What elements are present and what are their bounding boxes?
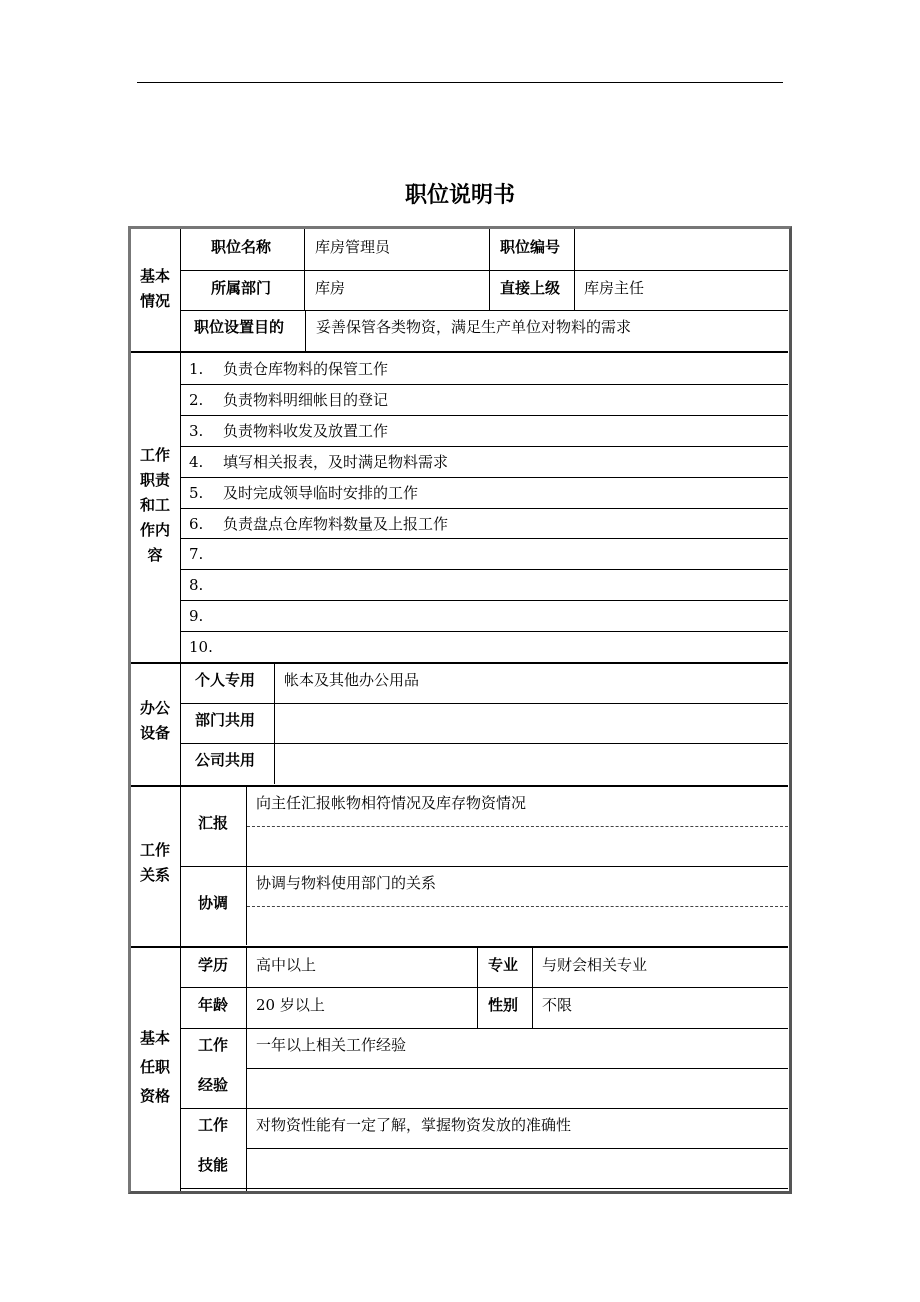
duty-text: 负责盘点仓库物料数量及上报工作 bbox=[223, 515, 449, 533]
grid-line bbox=[247, 1068, 788, 1069]
section-label-relations: 工作 关系 bbox=[139, 841, 170, 884]
section-label-basic-info: 基本 情况 bbox=[139, 267, 170, 310]
department-label: 所属部门 bbox=[211, 279, 272, 297]
section-separator bbox=[131, 946, 788, 948]
position-name-value: 库房管理员 bbox=[315, 238, 391, 256]
grid-line bbox=[574, 229, 575, 310]
grid-line bbox=[180, 1188, 788, 1189]
duty-row-divider bbox=[180, 538, 788, 539]
duty-row-divider bbox=[180, 600, 788, 601]
gender-value: 不限 bbox=[542, 996, 573, 1014]
duty-row-divider bbox=[180, 631, 788, 632]
duty-number: 9. bbox=[189, 607, 204, 625]
section-separator bbox=[131, 662, 788, 664]
report-value: 向主任汇报帐物相符情况及库存物资情况 bbox=[256, 794, 527, 812]
skills-label-line2: 技能 bbox=[198, 1156, 229, 1174]
grid-line bbox=[274, 664, 275, 784]
gender-label: 性别 bbox=[488, 996, 519, 1014]
department-equipment-label: 部门共用 bbox=[195, 711, 256, 729]
duty-number: 4. bbox=[189, 453, 204, 471]
dashed-line bbox=[247, 906, 788, 907]
section-label-duties: 工作 职责 和工 作内 容 bbox=[139, 446, 170, 564]
header-rule bbox=[137, 82, 783, 83]
duty-number: 6. bbox=[189, 515, 204, 533]
duty-text: 负责物料明细帐目的登记 bbox=[223, 391, 389, 409]
skills-label-line1: 工作 bbox=[198, 1116, 229, 1134]
report-label: 汇报 bbox=[198, 814, 229, 832]
duty-row-divider bbox=[180, 415, 788, 416]
experience-value: 一年以上相关工作经验 bbox=[256, 1036, 407, 1054]
grid-line bbox=[477, 948, 478, 1028]
section-separator bbox=[131, 785, 788, 787]
duty-row-divider bbox=[180, 508, 788, 509]
grid-line bbox=[305, 310, 306, 351]
duty-text: 填写相关报表，及时满足物料需求 bbox=[223, 453, 449, 471]
grid-line bbox=[180, 987, 788, 988]
duty-row-divider bbox=[180, 569, 788, 570]
age-value: 20 岁以上 bbox=[256, 996, 325, 1014]
section-separator bbox=[131, 351, 788, 353]
grid-line bbox=[180, 743, 788, 744]
grid-line bbox=[180, 866, 788, 867]
supervisor-value: 库房主任 bbox=[584, 279, 645, 297]
grid-line bbox=[532, 948, 533, 1028]
section-label-equipment: 办公 设备 bbox=[139, 699, 170, 742]
duty-text: 负责仓库物料的保管工作 bbox=[223, 360, 389, 378]
duty-row-divider bbox=[180, 477, 788, 478]
coordinate-value: 协调与物料使用部门的关系 bbox=[256, 874, 437, 892]
section-label-qualifications: 基本 任职 资格 bbox=[139, 1029, 170, 1105]
personal-equipment-value: 帐本及其他办公用品 bbox=[284, 671, 420, 689]
grid-line bbox=[180, 703, 788, 704]
section-divider bbox=[180, 229, 181, 1191]
supervisor-label: 直接上级 bbox=[500, 279, 561, 297]
duty-number: 3. bbox=[189, 422, 204, 440]
duty-number: 5. bbox=[189, 484, 204, 502]
grid-line bbox=[246, 948, 247, 1191]
personal-equipment-label: 个人专用 bbox=[195, 671, 256, 689]
major-label: 专业 bbox=[488, 956, 519, 974]
major-value: 与财会相关专业 bbox=[542, 956, 648, 974]
skills-value: 对物资性能有一定了解，掌握物资发放的准确性 bbox=[256, 1116, 572, 1134]
age-label: 年龄 bbox=[198, 996, 229, 1014]
experience-label-line2: 经验 bbox=[198, 1076, 229, 1094]
duty-row-divider bbox=[180, 384, 788, 385]
duty-number: 10. bbox=[189, 638, 213, 656]
duty-number: 8. bbox=[189, 576, 204, 594]
purpose-value: 妥善保管各类物资，满足生产单位对物料的需求 bbox=[316, 318, 632, 336]
grid-line bbox=[180, 1028, 788, 1029]
grid-line bbox=[304, 229, 305, 310]
grid-line bbox=[247, 1148, 788, 1149]
position-name-label: 职位名称 bbox=[211, 238, 272, 256]
grid-line bbox=[180, 1108, 788, 1109]
purpose-label: 职位设置目的 bbox=[194, 318, 285, 336]
duty-row-divider bbox=[180, 446, 788, 447]
coordinate-label: 协调 bbox=[198, 894, 229, 912]
duty-number: 2. bbox=[189, 391, 204, 409]
duty-number: 7. bbox=[189, 545, 204, 563]
department-value: 库房 bbox=[315, 279, 346, 297]
grid-line bbox=[180, 270, 788, 271]
duty-number: 1. bbox=[189, 360, 204, 378]
position-code-label: 职位编号 bbox=[500, 238, 561, 256]
experience-label-line1: 工作 bbox=[198, 1036, 229, 1054]
duty-text: 及时完成领导临时安排的工作 bbox=[223, 484, 419, 502]
duty-text: 负责物料收发及放置工作 bbox=[223, 422, 389, 440]
grid-line bbox=[180, 310, 788, 311]
education-label: 学历 bbox=[198, 956, 229, 974]
document-title: 职位说明书 bbox=[404, 183, 515, 208]
company-equipment-label: 公司共用 bbox=[195, 751, 256, 769]
education-value: 高中以上 bbox=[256, 956, 317, 974]
dashed-line bbox=[247, 826, 788, 827]
grid-line bbox=[489, 229, 490, 310]
